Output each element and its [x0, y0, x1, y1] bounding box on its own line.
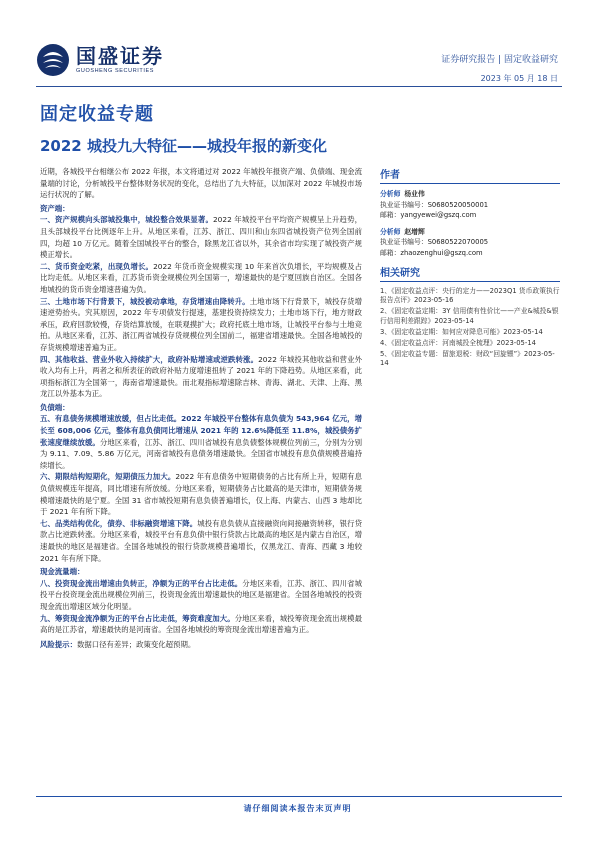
- point-7-heading: 七、品类结构优化，债券、非标融资增速下降。: [40, 518, 198, 528]
- cashflow-section-label: 现金流量端：: [40, 567, 85, 577]
- point-3-body: 土地市场下行背景下，城投存货增速逆势抬头。究其原因，2022 年专项债发行提速，基建投资持续发力；土地市场下行，地方财政承压，政府回款较慢，存货结算放缓，在联观摸扩大；政府托底土地市场，让城投平台参与土地竞拍。从地区来看，江苏、浙江两省城投存货规模位列全国前二，福建省增速最快。全国各地城投的存货规模增速普遍为正。: [40, 296, 362, 352]
- intro-paragraph: 近期，各城投平台相继公布 2022 年报，本文将通过对 2022 年城投年报资产端、负债端、现金流量端的讨论，分析城投平台整体财务状况的变化，总结出了九大特征，以加深对 2022 年城投市场运行状况的了解。: [40, 167, 362, 200]
- footer-divider: [36, 796, 562, 797]
- analyst-name: 杨业伟: [404, 190, 425, 198]
- guosheng-logo-icon: [36, 43, 70, 77]
- analyst-cert: 执业证书编号：S0680520050001: [380, 200, 489, 209]
- report-date: 2023 年 05 月 18 日: [480, 74, 558, 83]
- point-5: [40, 413, 362, 471]
- point-7: [40, 518, 362, 564]
- point-2-body: 2022 年货币资金规模实现 10 年来首次负增长，平均规模及占比均走低。从地区来看，江苏货币资金规模位列全国第一，增速最快的是宁夏回族自治区。全国各地城投的货币资金增速普遍为负。: [40, 261, 362, 294]
- analyst-email[interactable]: 邮箱：zhaozenghui@gszq.com: [380, 248, 483, 257]
- point-6: [40, 471, 362, 517]
- risk-label: 风险提示：: [40, 639, 77, 649]
- point-1-body: 2022 年城投平台平均资产规模呈上升趋势，且头部城投平台比例逐年上升。从地区来看，江苏、浙江、四川和山东四省城投资产位列全国前四，均超 10 万亿元。随着全国城投平台的整合，除黑龙江省以外，其余省市均实现了城投资产规模正增长。: [40, 215, 362, 260]
- report-title: 2022 城投九大特征——城投年报的新变化: [40, 137, 327, 155]
- point-9-body: 分地区来看，城投筹资现金流出规模最高的是江苏省，增速最快的是河南省。全国各地城投的筹资现金流出增速普遍为正。: [40, 613, 362, 635]
- analyst-email[interactable]: 邮箱：yangyewei@gszq.com: [380, 211, 477, 219]
- point-2-heading: 二、货币资金吃紧，出现负增长。: [40, 261, 154, 271]
- analyst-card: [380, 227, 560, 259]
- point-9: [40, 613, 362, 636]
- point-1: [40, 214, 362, 260]
- analyst-cert: 执业证书编号：S0680522070005: [380, 238, 489, 246]
- point-6-heading: 六、期限结构短期化，短期债压力加大。: [40, 472, 176, 482]
- sidebar: [380, 166, 560, 371]
- point-6-body: 2022 年有息债务中短期债务的占比有所上升，短期有息负债规模连年提高，同比增速有所放缓。分地区来看，短期债务占比最高的是天津市，短期债务规模增速最快的是宁夏。全国 31 省市城投短期有息负债普遍增长，仅上海、内蒙古、山西 3 地却比于 2021 年有所下降。: [40, 472, 362, 517]
- related-report-item[interactable]: 3、《固定收益定期：如何应对降息可能》2023-05-14: [380, 327, 543, 336]
- related-research-heading: 相关研究: [380, 264, 560, 282]
- analyst-role: 分析师: [380, 227, 401, 236]
- logo-english-name: GUOSHENG SECURITIES: [76, 68, 155, 74]
- risk-warning: [40, 639, 362, 651]
- point-9-heading: 九、筹资现金流净额为正的平台占比走低，筹资难度加大。: [40, 613, 235, 623]
- point-5-body: 分地区来看，江苏、浙江、四川省城投有息负债整体规模位列前三，分别为分别为 9.11、7.09、5.86 万亿元，河南省城投有息债务增速最快。全国省市城投有息负债规模普遍持续增长。: [40, 437, 362, 470]
- related-report-item[interactable]: 1、《固定收益点评：央行的定力——2023Q1 货币政策执行报告点评》2023-05-16: [380, 287, 560, 305]
- point-4: [40, 354, 362, 400]
- asset-section-label: 资产端：: [40, 203, 70, 213]
- page-header: [36, 40, 562, 83]
- company-logo: [36, 40, 164, 80]
- footer-disclaimer: 请仔细阅读本报告末页声明: [243, 804, 352, 813]
- header-divider: [36, 86, 562, 87]
- point-1-heading: 一、资产规模向头部城投集中，城投整合效果显著。: [40, 215, 213, 225]
- point-5-heading: 五、有息债务规模增速放缓，但占比走低。2022 年城投平台整体有息负债为 543,964 亿元，增长至 608,006 亿元，整体有息负债同比增速从 2021 年的 12.6%降低至 11.8%，城投债务扩张速度继续放缓。: [40, 414, 362, 447]
- report-category: 证券研究报告 | 固定收益研究: [441, 55, 558, 65]
- authors-heading: 作者: [380, 166, 560, 184]
- analyst-card: [380, 189, 560, 221]
- related-report-item[interactable]: 2、《固定收益定期：3Y 信用债有性价比——产业&城投&银行信用利差跟踪》2023-05-14: [380, 307, 559, 325]
- point-3: [40, 296, 362, 354]
- point-3-heading: 三、土地市场下行背景下，城投被动拿地，存货增速由降转升。: [40, 296, 250, 306]
- section-title: 固定收益专题: [40, 104, 154, 125]
- analyst-role: 分析师: [380, 190, 401, 198]
- analyst-name: 赵增辉: [404, 227, 425, 236]
- summary-body: [40, 166, 362, 650]
- logo-chinese-name: 国盛证券: [76, 44, 164, 68]
- risk-body: 数据口径有差异；政策变化超预期。: [76, 639, 196, 649]
- point-7-body: 城投有息负债从直接融资向间接融资转移，银行贷款占比逆跌转涨。分地区来看，城投平台有息负债中银行贷款占比最高的地区是内蒙古自治区，增速最快的地区是福建省。全国各地城投的银行贷款规模普遍增长，仅黑龙江、青海、西藏 3 地较 2021 年有所下降。: [40, 518, 362, 563]
- point-8-body: 分地区来看，江苏、浙江、四川省城投平台投资现金流出规模位列前三，投资现金流出增速最快的地区是福建省。全国各地城投的投资现金流出增速区域分化明显。: [40, 578, 362, 611]
- point-2: [40, 261, 362, 296]
- point-4-heading: 四、其他收益、营业外收入持续扩大，政府补贴增速或逆跌转涨。: [40, 354, 259, 364]
- related-report-item[interactable]: 4、《固定收益点评：河南城投全梳理》2023-05-14: [380, 339, 536, 348]
- point-4-body: 2022 年城投其他收益和营业外收入均有上升，两者之和所表征的政府补贴力度增速扭转了 2021 年的下降趋势。从地区来看，此项指标浙江为全国第一，海南省增速最快。而北观指标增速除吉林、青海、湖北、天津、上海、黑龙江以外基本为正。: [40, 354, 362, 399]
- point-8: [40, 578, 362, 613]
- debt-section-label: 负债端：: [40, 402, 70, 412]
- related-report-item[interactable]: 5、《固定收益专题：留旅退税：财政“回旋镖”》2023-05-14: [380, 350, 555, 368]
- point-8-heading: 八、投资现金流出增速由负转正，净额为正的平台占比走低。: [40, 578, 243, 588]
